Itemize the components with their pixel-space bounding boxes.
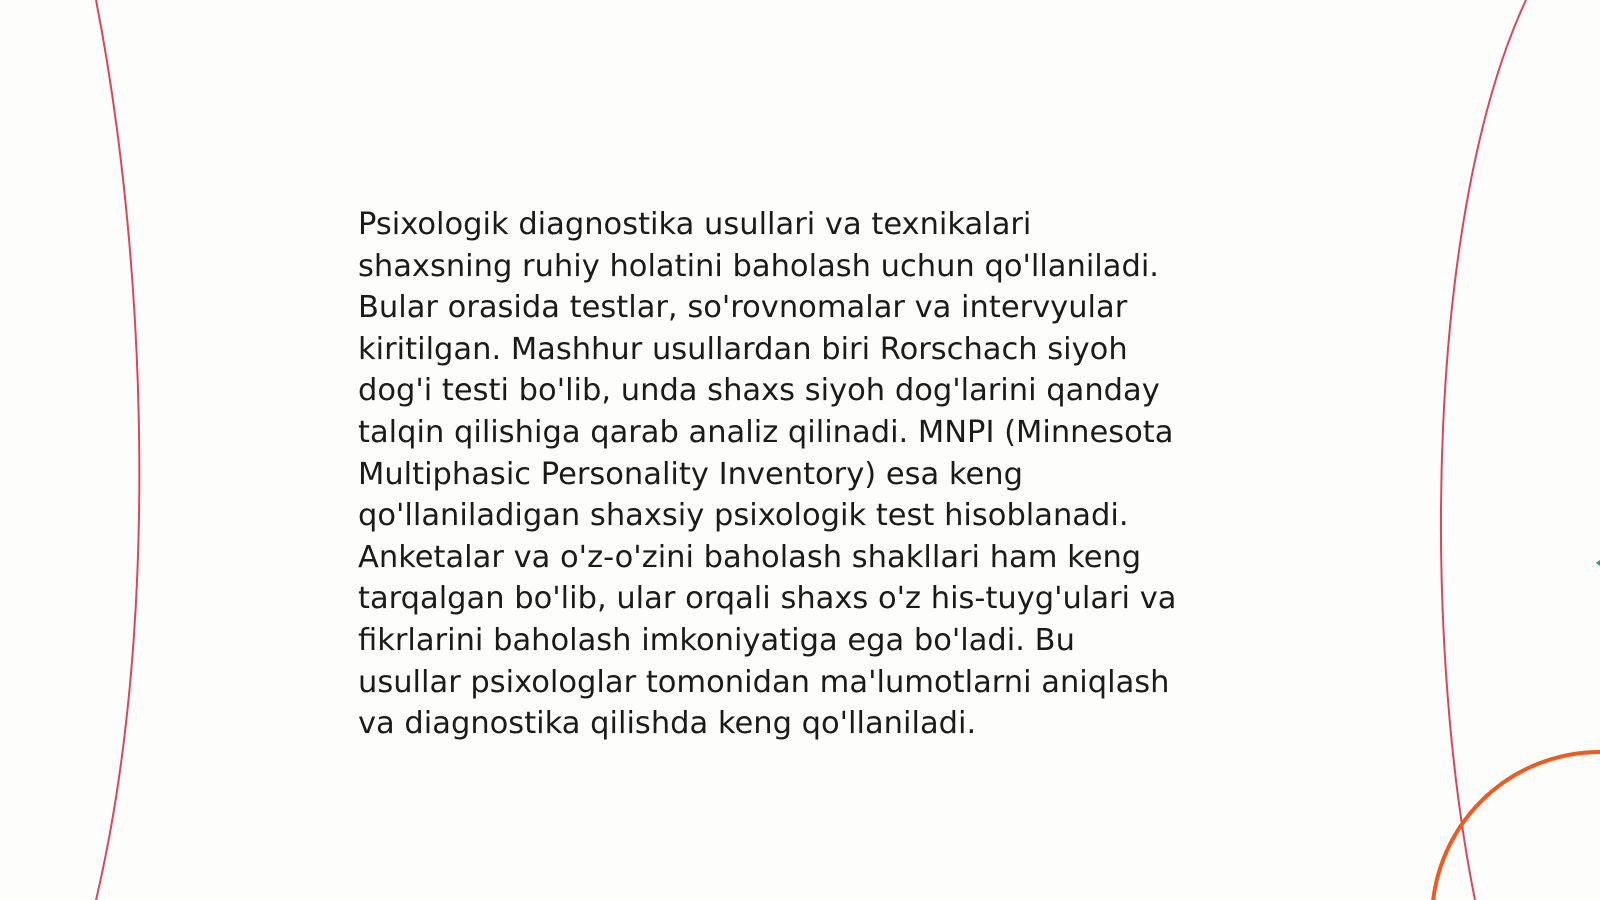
body-line: dog'i testi bo'lib, unda shaxs siyoh dog'larini qanday <box>358 373 1160 409</box>
body-line: Anketalar va o'z-o'zini baholash shakllari ham keng <box>358 539 1142 575</box>
left-decorative-curve <box>96 0 139 900</box>
body-line: fikrlarini baholash imkoniyatiga ega bo'ladi. Bu <box>358 622 1075 658</box>
body-line: tarqalgan bo'lib, ular orqali shaxs o'z his-tuyg'ulari va <box>358 581 1177 617</box>
body-line: va diagnostika qilishda keng qo'llaniladi. <box>358 706 977 742</box>
body-line: talqin qilishiga qarab analiz qilinadi. MNPI (Minnesota <box>358 414 1174 450</box>
slide-body-text <box>358 204 1238 745</box>
right-decorative-curve <box>1441 0 1526 900</box>
green-accent-mark <box>1596 560 1600 566</box>
body-line: shaxsning ruhiy holatini baholash uchun qo'llaniladi. <box>358 248 1159 284</box>
body-line: qo'llaniladigan shaxsiy psixologik test hisoblanadi. <box>358 498 1129 534</box>
body-line: Bular orasida testlar, so'rovnomalar va intervyular <box>358 290 1128 326</box>
body-line: kiritilgan. Mashhur usullardan biri Rorschach siyoh <box>358 331 1128 367</box>
orange-decorative-arc <box>1432 752 1600 900</box>
body-line: Psixologik diagnostika usullari va texnikalari <box>358 207 1032 242</box>
body-line: Multiphasic Personality Inventory) esa keng <box>358 456 1023 492</box>
body-line: usullar psixologlar tomonidan ma'lumotlarni aniqlash <box>358 664 1170 700</box>
